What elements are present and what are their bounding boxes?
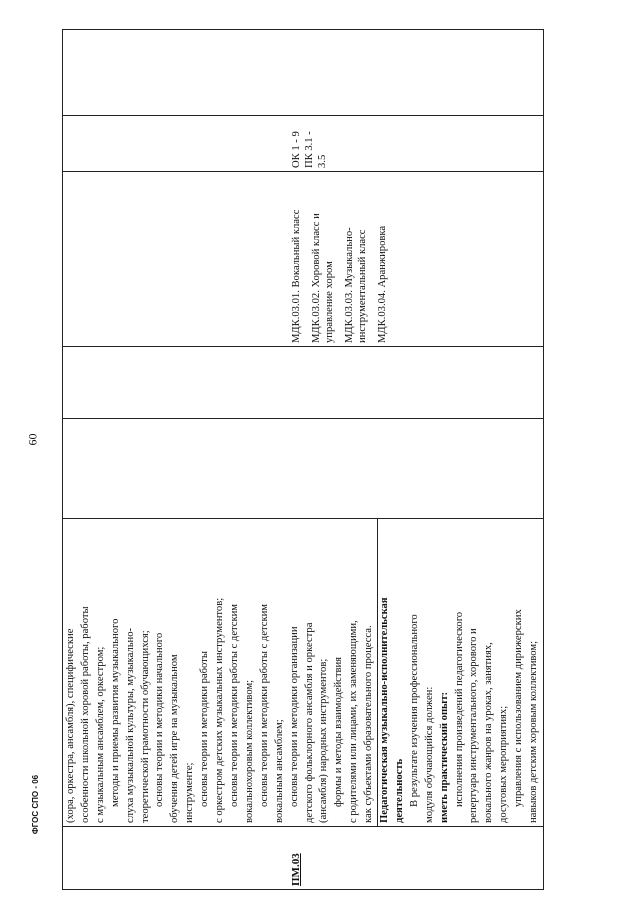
text-line: основы теории и методики начального [154,632,166,807]
text-line: формы и методы взаимодействия [333,656,345,807]
empty-cell [63,419,544,519]
empty-cell [63,347,544,419]
text-line: с музыкальным ансамблем, оркестром; [94,646,106,823]
mdk-item: МДК.03.04. Аранжировка [377,225,388,343]
mdk-item: МДК.03.02. Хоровой класс и управление хором [311,213,335,343]
module-description [378,522,542,823]
text-line: (хора, оркестра, ансамбля), специфические [65,628,76,823]
text-line: вокальнохоровым коллективом; [243,679,255,823]
text-line: основы теории и методики работы с детским [258,603,270,807]
text-line: с оркестром детских музыкальных инструментов; [214,597,226,823]
module-code: ПМ.03 [290,853,302,886]
text-line: исполнения произведений педагогического [453,611,465,807]
mdk-list [290,175,389,343]
knowledge-list [64,522,377,823]
page-number: 60 [25,433,40,446]
text-line: методы и приемы развития музыкального [109,618,121,807]
text-line: В результате изучения профессионального [408,614,420,807]
competencies-list [290,119,329,168]
empty-cell [63,30,544,116]
text-line: вокального жанров на уроках, занятиях, [483,642,495,823]
mdk-item: МДК.03.01. Вокальный класс [291,209,302,343]
text-line: модуля обучающийся должен: [423,686,435,823]
text-line: навыков детским хоровым коллективом; [528,640,540,823]
module-code-cell [63,827,544,890]
text-line: особенности школьной хоровой работы, работы [79,606,91,823]
text-line: основы теории и методики организации [288,626,300,807]
text-line: с родителями или лицами, их заменяющими, [348,620,360,823]
text-line: инструменте; [184,762,196,823]
text-line: детского фольклорного ансамбля и оркестра [303,622,315,823]
text-line: обучения детей игре на музыкальном [169,654,181,823]
curriculum-table [62,29,544,890]
competencies-cell [63,116,544,172]
text-line: управления с использованием дирижерских [513,609,525,807]
text-line: досуговых мероприятиях; [498,705,510,823]
mdk-cell [63,172,544,347]
footer-label: ФГОС СПО - 06 [31,774,41,835]
text-line: слуха музыкальной культуры, музыкально- [124,627,136,823]
module-title-line: деятельность [393,758,405,823]
text-line: репертуара инструментального, хорового и [468,628,480,823]
text-line: теоретической грамотности обучающихся; [139,630,151,823]
subheading-line: иметь практический опыт: [438,691,450,823]
text-line: основы теории и методики работы [199,651,211,807]
competency-item: ПК 3.1 - 3.5 [304,131,328,168]
text-line: основы теории и методики работы с детским [228,603,240,807]
competency-item: ОК 1 - 9 [291,131,302,168]
text-line: как субъектами образовательного процесса. [363,625,375,823]
module-content-cell [63,519,544,827]
text-line: вокальным ансамблем; [273,719,285,823]
module-title-line: Педагогическая музыкально-исполнительская [379,597,391,823]
mdk-item: МДК.03.03. Музыкально-инструментальный класс [344,227,368,343]
text-line: (ансамбля) народных инструментов; [318,658,330,823]
rotated-page [62,30,540,890]
